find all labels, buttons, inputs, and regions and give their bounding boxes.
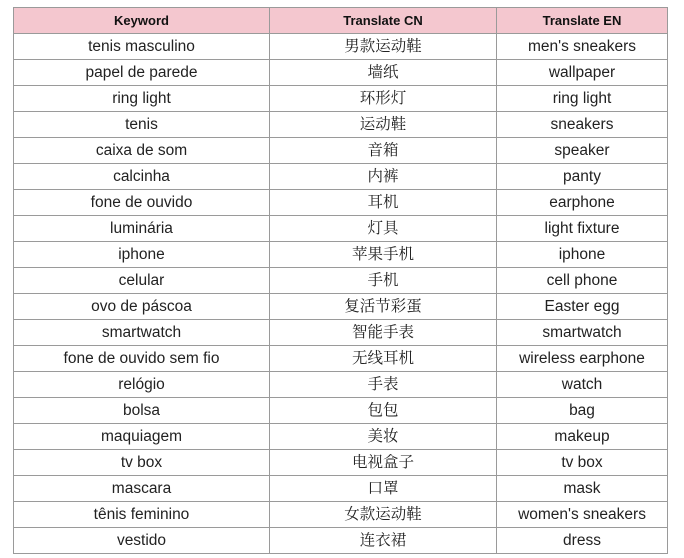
table-row [14,346,668,372]
translate-cn-cell[interactable]: 无线耳机 [270,346,497,372]
translate-cn-cell[interactable]: 智能手表 [270,320,497,346]
keyword-translation-table [13,7,668,554]
keyword-cell[interactable]: iphone [14,242,270,268]
keyword-cell[interactable]: mascara [14,476,270,502]
translate-en-cell[interactable]: wallpaper [497,60,668,86]
translate-en-cell[interactable]: ring light [497,86,668,112]
keyword-cell[interactable]: fone de ouvido sem fio [14,346,270,372]
translate-cn-cell[interactable]: 美妆 [270,424,497,450]
keyword-cell[interactable]: caixa de som [14,138,270,164]
keyword-cell[interactable]: relógio [14,372,270,398]
translate-en-cell[interactable]: speaker [497,138,668,164]
table-row [14,398,668,424]
keyword-cell[interactable]: tv box [14,450,270,476]
keyword-cell[interactable]: papel de parede [14,60,270,86]
table-row [14,138,668,164]
translate-cn-cell[interactable]: 耳机 [270,190,497,216]
translate-en-cell[interactable]: wireless earphone [497,346,668,372]
header-row [14,8,668,34]
table-row [14,242,668,268]
translate-en-cell[interactable]: men's sneakers [497,34,668,60]
keyword-cell[interactable]: bolsa [14,398,270,424]
translate-en-cell[interactable]: sneakers [497,112,668,138]
keyword-cell[interactable]: fone de ouvido [14,190,270,216]
translate-en-cell[interactable]: bag [497,398,668,424]
keyword-cell[interactable]: ovo de páscoa [14,294,270,320]
translate-cn-cell[interactable]: 手机 [270,268,497,294]
translate-cn-cell[interactable]: 墙纸 [270,60,497,86]
table-row [14,60,668,86]
header-translate-en[interactable]: Translate EN [497,8,668,34]
table-row [14,424,668,450]
table-row [14,320,668,346]
keyword-cell[interactable]: smartwatch [14,320,270,346]
translate-cn-cell[interactable]: 电视盒子 [270,450,497,476]
translate-cn-cell[interactable]: 灯具 [270,216,497,242]
translate-en-cell[interactable]: tv box [497,450,668,476]
translate-cn-cell[interactable]: 男款运动鞋 [270,34,497,60]
translate-en-cell[interactable]: iphone [497,242,668,268]
translate-cn-cell[interactable]: 运动鞋 [270,112,497,138]
translate-en-cell[interactable]: light fixture [497,216,668,242]
table-row [14,190,668,216]
translate-cn-cell[interactable]: 口罩 [270,476,497,502]
table-row [14,86,668,112]
translate-en-cell[interactable]: watch [497,372,668,398]
header-translate-cn[interactable]: Translate CN [270,8,497,34]
translate-en-cell[interactable]: makeup [497,424,668,450]
header-keyword[interactable]: Keyword [14,8,270,34]
table-row [14,34,668,60]
translate-cn-cell[interactable]: 内裤 [270,164,497,190]
translate-en-cell[interactable]: earphone [497,190,668,216]
translate-en-cell[interactable]: dress [497,528,668,554]
translate-cn-cell[interactable]: 环形灯 [270,86,497,112]
keyword-cell[interactable]: luminária [14,216,270,242]
keyword-cell[interactable]: vestido [14,528,270,554]
translate-cn-cell[interactable]: 女款运动鞋 [270,502,497,528]
translate-cn-cell[interactable]: 音箱 [270,138,497,164]
keyword-cell[interactable]: tênis feminino [14,502,270,528]
translate-en-cell[interactable]: cell phone [497,268,668,294]
translate-cn-cell[interactable]: 复活节彩蛋 [270,294,497,320]
table-row [14,502,668,528]
translate-cn-cell[interactable]: 手表 [270,372,497,398]
translate-en-cell[interactable]: Easter egg [497,294,668,320]
table-row [14,216,668,242]
table-row [14,372,668,398]
keyword-cell[interactable]: calcinha [14,164,270,190]
table-row [14,528,668,554]
translate-cn-cell[interactable]: 连衣裙 [270,528,497,554]
keyword-cell[interactable]: celular [14,268,270,294]
translate-en-cell[interactable]: panty [497,164,668,190]
translate-en-cell[interactable]: mask [497,476,668,502]
table-row [14,268,668,294]
translate-cn-cell[interactable]: 包包 [270,398,497,424]
translate-en-cell[interactable]: women's sneakers [497,502,668,528]
table-row [14,294,668,320]
table-row [14,476,668,502]
table-row [14,164,668,190]
table-row [14,450,668,476]
keyword-cell[interactable]: maquiagem [14,424,270,450]
table-row [14,112,668,138]
keyword-cell[interactable]: ring light [14,86,270,112]
translate-en-cell[interactable]: smartwatch [497,320,668,346]
keyword-cell[interactable]: tenis masculino [14,34,270,60]
keyword-cell[interactable]: tenis [14,112,270,138]
translate-cn-cell[interactable]: 苹果手机 [270,242,497,268]
